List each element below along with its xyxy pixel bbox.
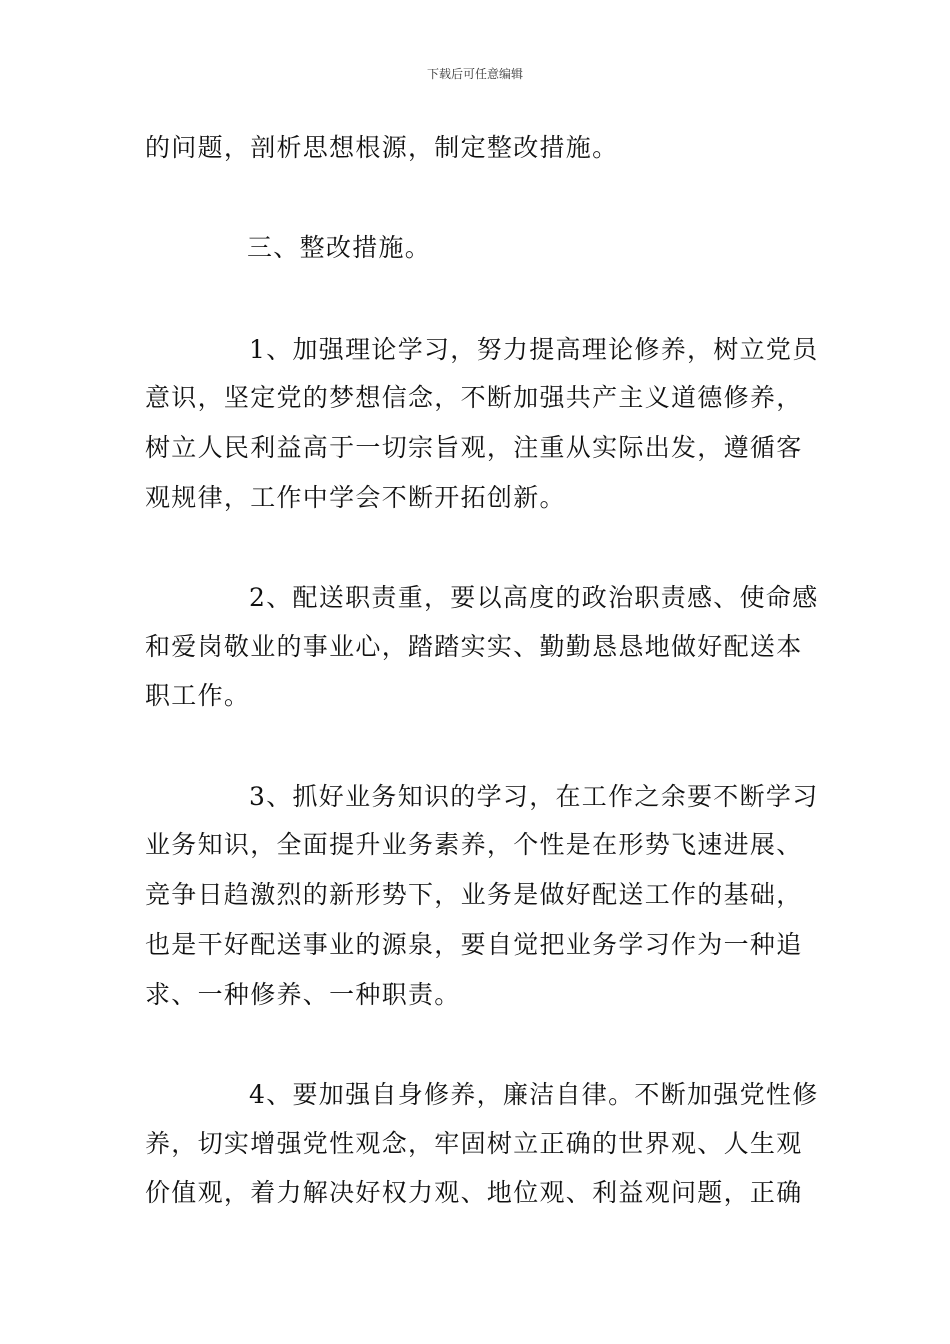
- item-2-line-3: 职工作。: [145, 681, 251, 710]
- item-4-line-1: 4、要加强自身修养，廉洁自律。不断加强党性修: [249, 1080, 819, 1109]
- item-1-line-4: 观规律，工作中学会不断开拓创新。: [145, 483, 566, 512]
- item-3-line-3: 竞争日趋激烈的新形势下，业务是做好配送工作的基础，: [145, 880, 803, 909]
- page-header-note: 下载后可任意编辑: [426, 67, 523, 81]
- item-3-line-4: 也是干好配送事业的源泉，要自觉把业务学习作为一种追: [145, 930, 803, 959]
- item-1-line-2: 意识，坚定党的梦想信念，不断加强共产主义道德修养，: [145, 383, 803, 412]
- item-2-line-2: 和爱岗敬业的事业心，踏踏实实、勤勤恳恳地做好配送本: [145, 632, 803, 661]
- paragraph-line: 的问题，剖析思想根源，制定整改措施。: [145, 133, 619, 162]
- item-3-line-2: 业务知识，全面提升业务素养，个性是在形势飞速进展、: [145, 830, 803, 859]
- item-1-line-1: 1、加强理论学习，努力提高理论修养，树立党员: [249, 335, 819, 364]
- item-3-line-5: 求、一种修养、一种职责。: [145, 980, 461, 1009]
- item-1-line-3: 树立人民利益高于一切宗旨观，注重从实际出发，遵循客: [145, 433, 803, 462]
- item-2-line-1: 2、配送职责重，要以高度的政治职责感、使命感: [249, 583, 819, 612]
- item-4-line-3: 价值观，着力解决好权力观、地位观、利益观问题，正确: [145, 1178, 803, 1207]
- item-4-line-2: 养，切实增强党性观念，牢固树立正确的世界观、人生观: [145, 1129, 803, 1158]
- item-3-line-1: 3、抓好业务知识的学习，在工作之余要不断学习: [249, 782, 819, 811]
- section-heading: 三、整改措施。: [247, 233, 432, 262]
